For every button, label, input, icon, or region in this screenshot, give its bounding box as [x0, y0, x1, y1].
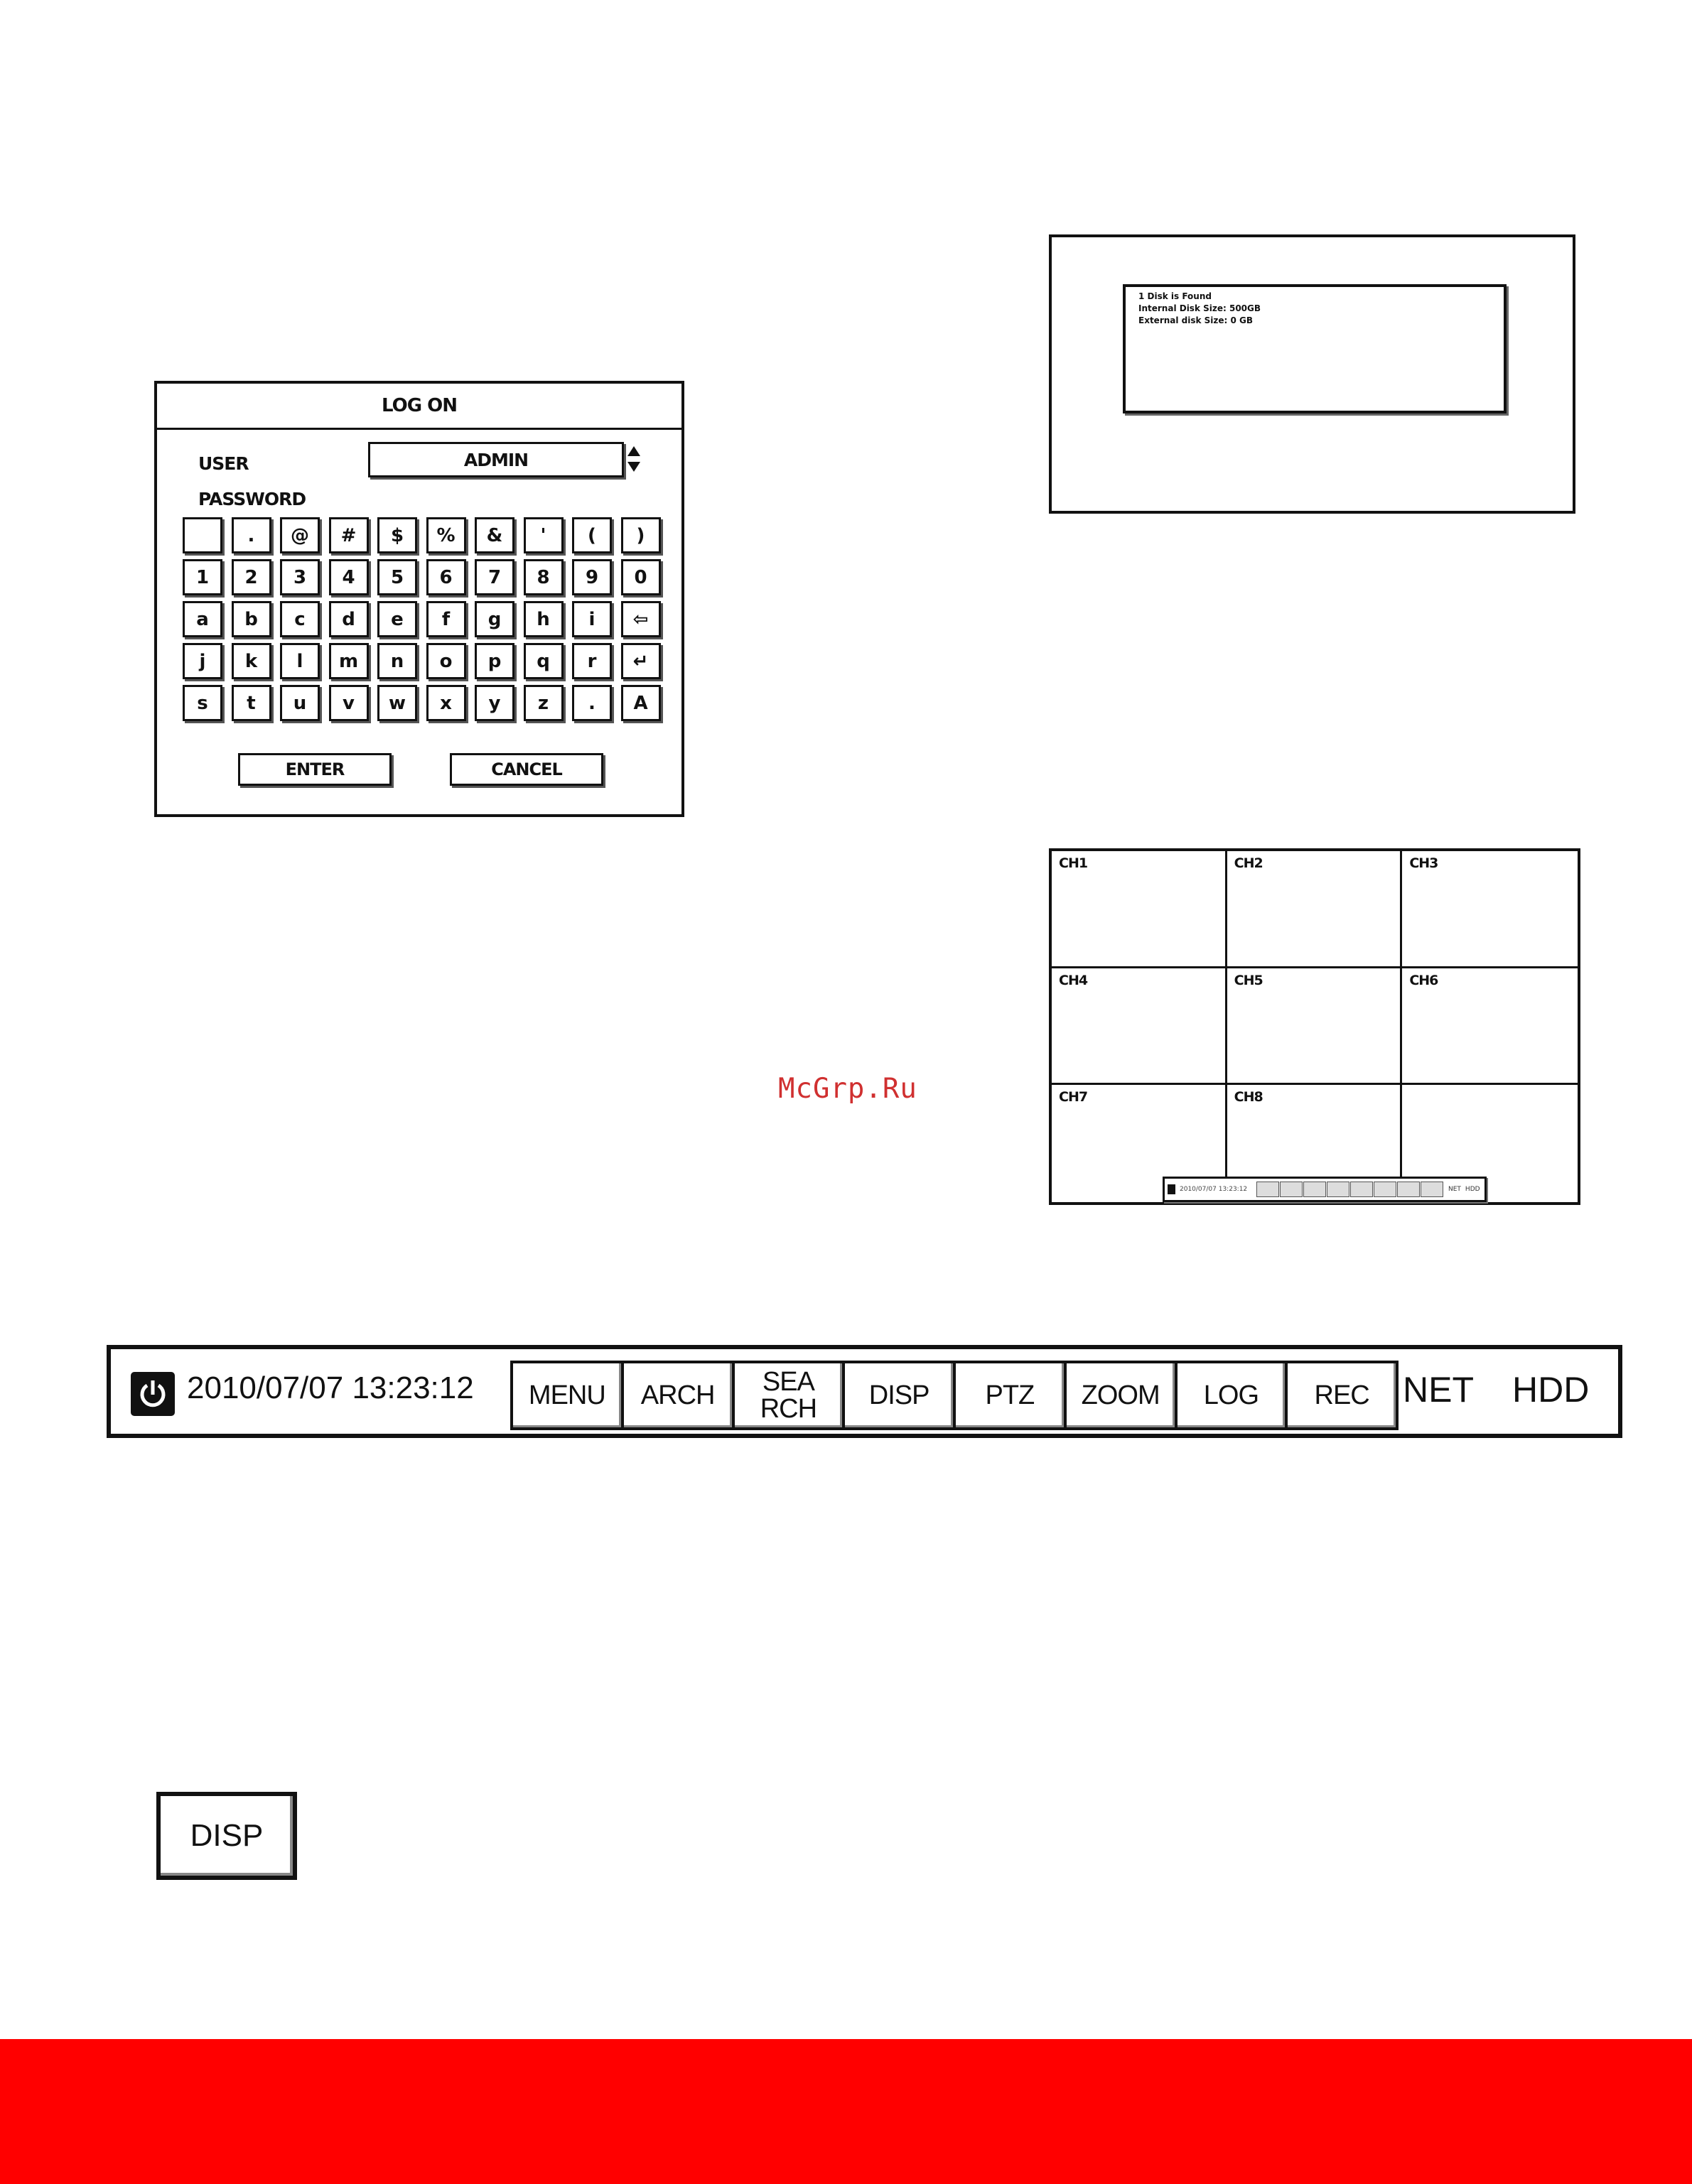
status-datetime: 2010/07/07 13:23:12	[187, 1371, 474, 1405]
key-8[interactable]: (	[572, 517, 612, 553]
key-1[interactable]: 1	[183, 559, 222, 595]
channel-label: CH1	[1059, 855, 1088, 871]
mini-button	[1280, 1182, 1303, 1197]
key-3[interactable]: 3	[280, 559, 320, 595]
power-button[interactable]	[131, 1372, 175, 1416]
key-0[interactable]: 0	[621, 559, 661, 595]
key-u[interactable]: u	[280, 685, 320, 721]
key-a[interactable]: a	[183, 601, 222, 637]
menu-button[interactable]: MENU	[513, 1363, 624, 1427]
mini-datetime: 2010/07/07 13:23:12	[1180, 1186, 1248, 1193]
search-button[interactable]: SEA RCH	[735, 1363, 846, 1427]
enter-icon[interactable]: ↵	[621, 643, 661, 679]
footer-band	[0, 2039, 1692, 2184]
key-v[interactable]: v	[329, 685, 369, 721]
key-4[interactable]: 4	[329, 559, 369, 595]
channel-grid	[1052, 851, 1578, 1202]
logon-dialog	[154, 381, 684, 817]
key-d[interactable]: d	[329, 601, 369, 637]
key-6[interactable]: 6	[426, 559, 466, 595]
key-t[interactable]: t	[232, 685, 271, 721]
mini-power-icon	[1168, 1184, 1175, 1194]
channel-label: CH4	[1059, 972, 1088, 988]
channel-label: CH5	[1234, 972, 1263, 988]
channel-cell[interactable]	[1052, 851, 1227, 968]
net-status: NET	[1403, 1370, 1474, 1410]
user-label: USER	[198, 453, 249, 474]
channel-cell[interactable]	[1402, 968, 1578, 1086]
key-h[interactable]: h	[524, 601, 564, 637]
rec-button[interactable]: REC	[1288, 1363, 1396, 1427]
channel-label: CH7	[1059, 1089, 1088, 1105]
key-l[interactable]: l	[280, 643, 320, 679]
internal-disk-size-text: Internal Disk Size: 500GB	[1138, 303, 1261, 313]
key-c[interactable]: c	[280, 601, 320, 637]
key-9[interactable]: )	[621, 517, 661, 553]
mini-button	[1350, 1182, 1373, 1197]
disp-button[interactable]: DISP	[156, 1792, 297, 1880]
mini-status-bar	[1163, 1177, 1487, 1202]
external-disk-size-text: External disk Size: 0 GB	[1138, 315, 1254, 325]
key-6[interactable]: &	[475, 517, 514, 553]
key-z[interactable]: z	[524, 685, 564, 721]
power-icon	[136, 1378, 169, 1410]
channel-grid-screen	[1049, 848, 1580, 1205]
key-s[interactable]: s	[183, 685, 222, 721]
key-e[interactable]: e	[377, 601, 417, 637]
key-4[interactable]: $	[377, 517, 417, 553]
disp-button[interactable]: DISP	[845, 1363, 956, 1427]
cancel-button[interactable]: CANCEL	[450, 753, 603, 786]
mini-net-label: NET	[1448, 1186, 1461, 1193]
key-5[interactable]: %	[426, 517, 466, 553]
mini-button	[1256, 1182, 1279, 1197]
key-2[interactable]: 2	[232, 559, 271, 595]
mini-button	[1421, 1182, 1443, 1197]
enter-button[interactable]: ENTER	[238, 753, 392, 786]
mini-hdd-label: HDD	[1465, 1186, 1480, 1193]
key-y[interactable]: y	[475, 685, 514, 721]
up-down-arrows-icon[interactable]	[626, 443, 642, 475]
key-q[interactable]: q	[524, 643, 564, 679]
hdd-status: HDD	[1512, 1370, 1590, 1410]
key-2[interactable]: @	[280, 517, 320, 553]
mini-button	[1397, 1182, 1420, 1197]
channel-label: CH6	[1409, 972, 1438, 988]
watermark: McGrp.Ru	[778, 1073, 917, 1105]
channel-label: CH3	[1409, 855, 1438, 871]
key-space[interactable]	[183, 517, 222, 553]
channel-label: CH8	[1234, 1089, 1263, 1105]
disk-found-text: 1 Disk is Found	[1138, 291, 1212, 301]
key-j[interactable]: j	[183, 643, 222, 679]
key-7[interactable]: '	[524, 517, 564, 553]
password-label: PASSWORD	[198, 489, 306, 509]
key-r[interactable]: r	[572, 643, 612, 679]
key-i[interactable]: i	[572, 601, 612, 637]
key-b[interactable]: b	[232, 601, 271, 637]
key-p[interactable]: p	[475, 643, 514, 679]
channel-cell[interactable]	[1402, 851, 1578, 968]
key-48[interactable]: .	[572, 685, 612, 721]
key-f[interactable]: f	[426, 601, 466, 637]
zoom-button[interactable]: ZOOM	[1067, 1363, 1178, 1427]
key-9[interactable]: 9	[572, 559, 612, 595]
key-n[interactable]: n	[377, 643, 417, 679]
key-3[interactable]: #	[329, 517, 369, 553]
mini-button	[1327, 1182, 1349, 1197]
channel-cell[interactable]	[1052, 968, 1227, 1086]
key-x[interactable]: x	[426, 685, 466, 721]
ptz-button[interactable]: PTZ	[956, 1363, 1067, 1427]
key-w[interactable]: w	[377, 685, 417, 721]
key-k[interactable]: k	[232, 643, 271, 679]
backspace-icon[interactable]: ⇦	[621, 601, 661, 637]
key-1[interactable]: .	[232, 517, 271, 553]
key-m[interactable]: m	[329, 643, 369, 679]
mini-button	[1374, 1182, 1396, 1197]
key-8[interactable]: 8	[524, 559, 564, 595]
key-A[interactable]: A	[621, 685, 661, 721]
virtual-keyboard	[183, 517, 661, 721]
key-7[interactable]: 7	[475, 559, 514, 595]
disk-info-screen	[1049, 234, 1575, 514]
status-button-group	[510, 1361, 1399, 1430]
channel-cell[interactable]	[1227, 851, 1403, 968]
key-o[interactable]: o	[426, 643, 466, 679]
mini-button	[1303, 1182, 1326, 1197]
key-g[interactable]: g	[475, 601, 514, 637]
channel-label: CH2	[1234, 855, 1263, 871]
log-button[interactable]: LOG	[1178, 1363, 1288, 1427]
user-select[interactable]: ADMIN	[368, 442, 624, 477]
key-5[interactable]: 5	[377, 559, 417, 595]
disk-info-box	[1123, 284, 1507, 413]
logon-title: LOG ON	[157, 384, 681, 430]
channel-cell[interactable]	[1227, 968, 1403, 1086]
status-bar	[107, 1345, 1622, 1438]
arch-button[interactable]: ARCH	[624, 1363, 735, 1427]
